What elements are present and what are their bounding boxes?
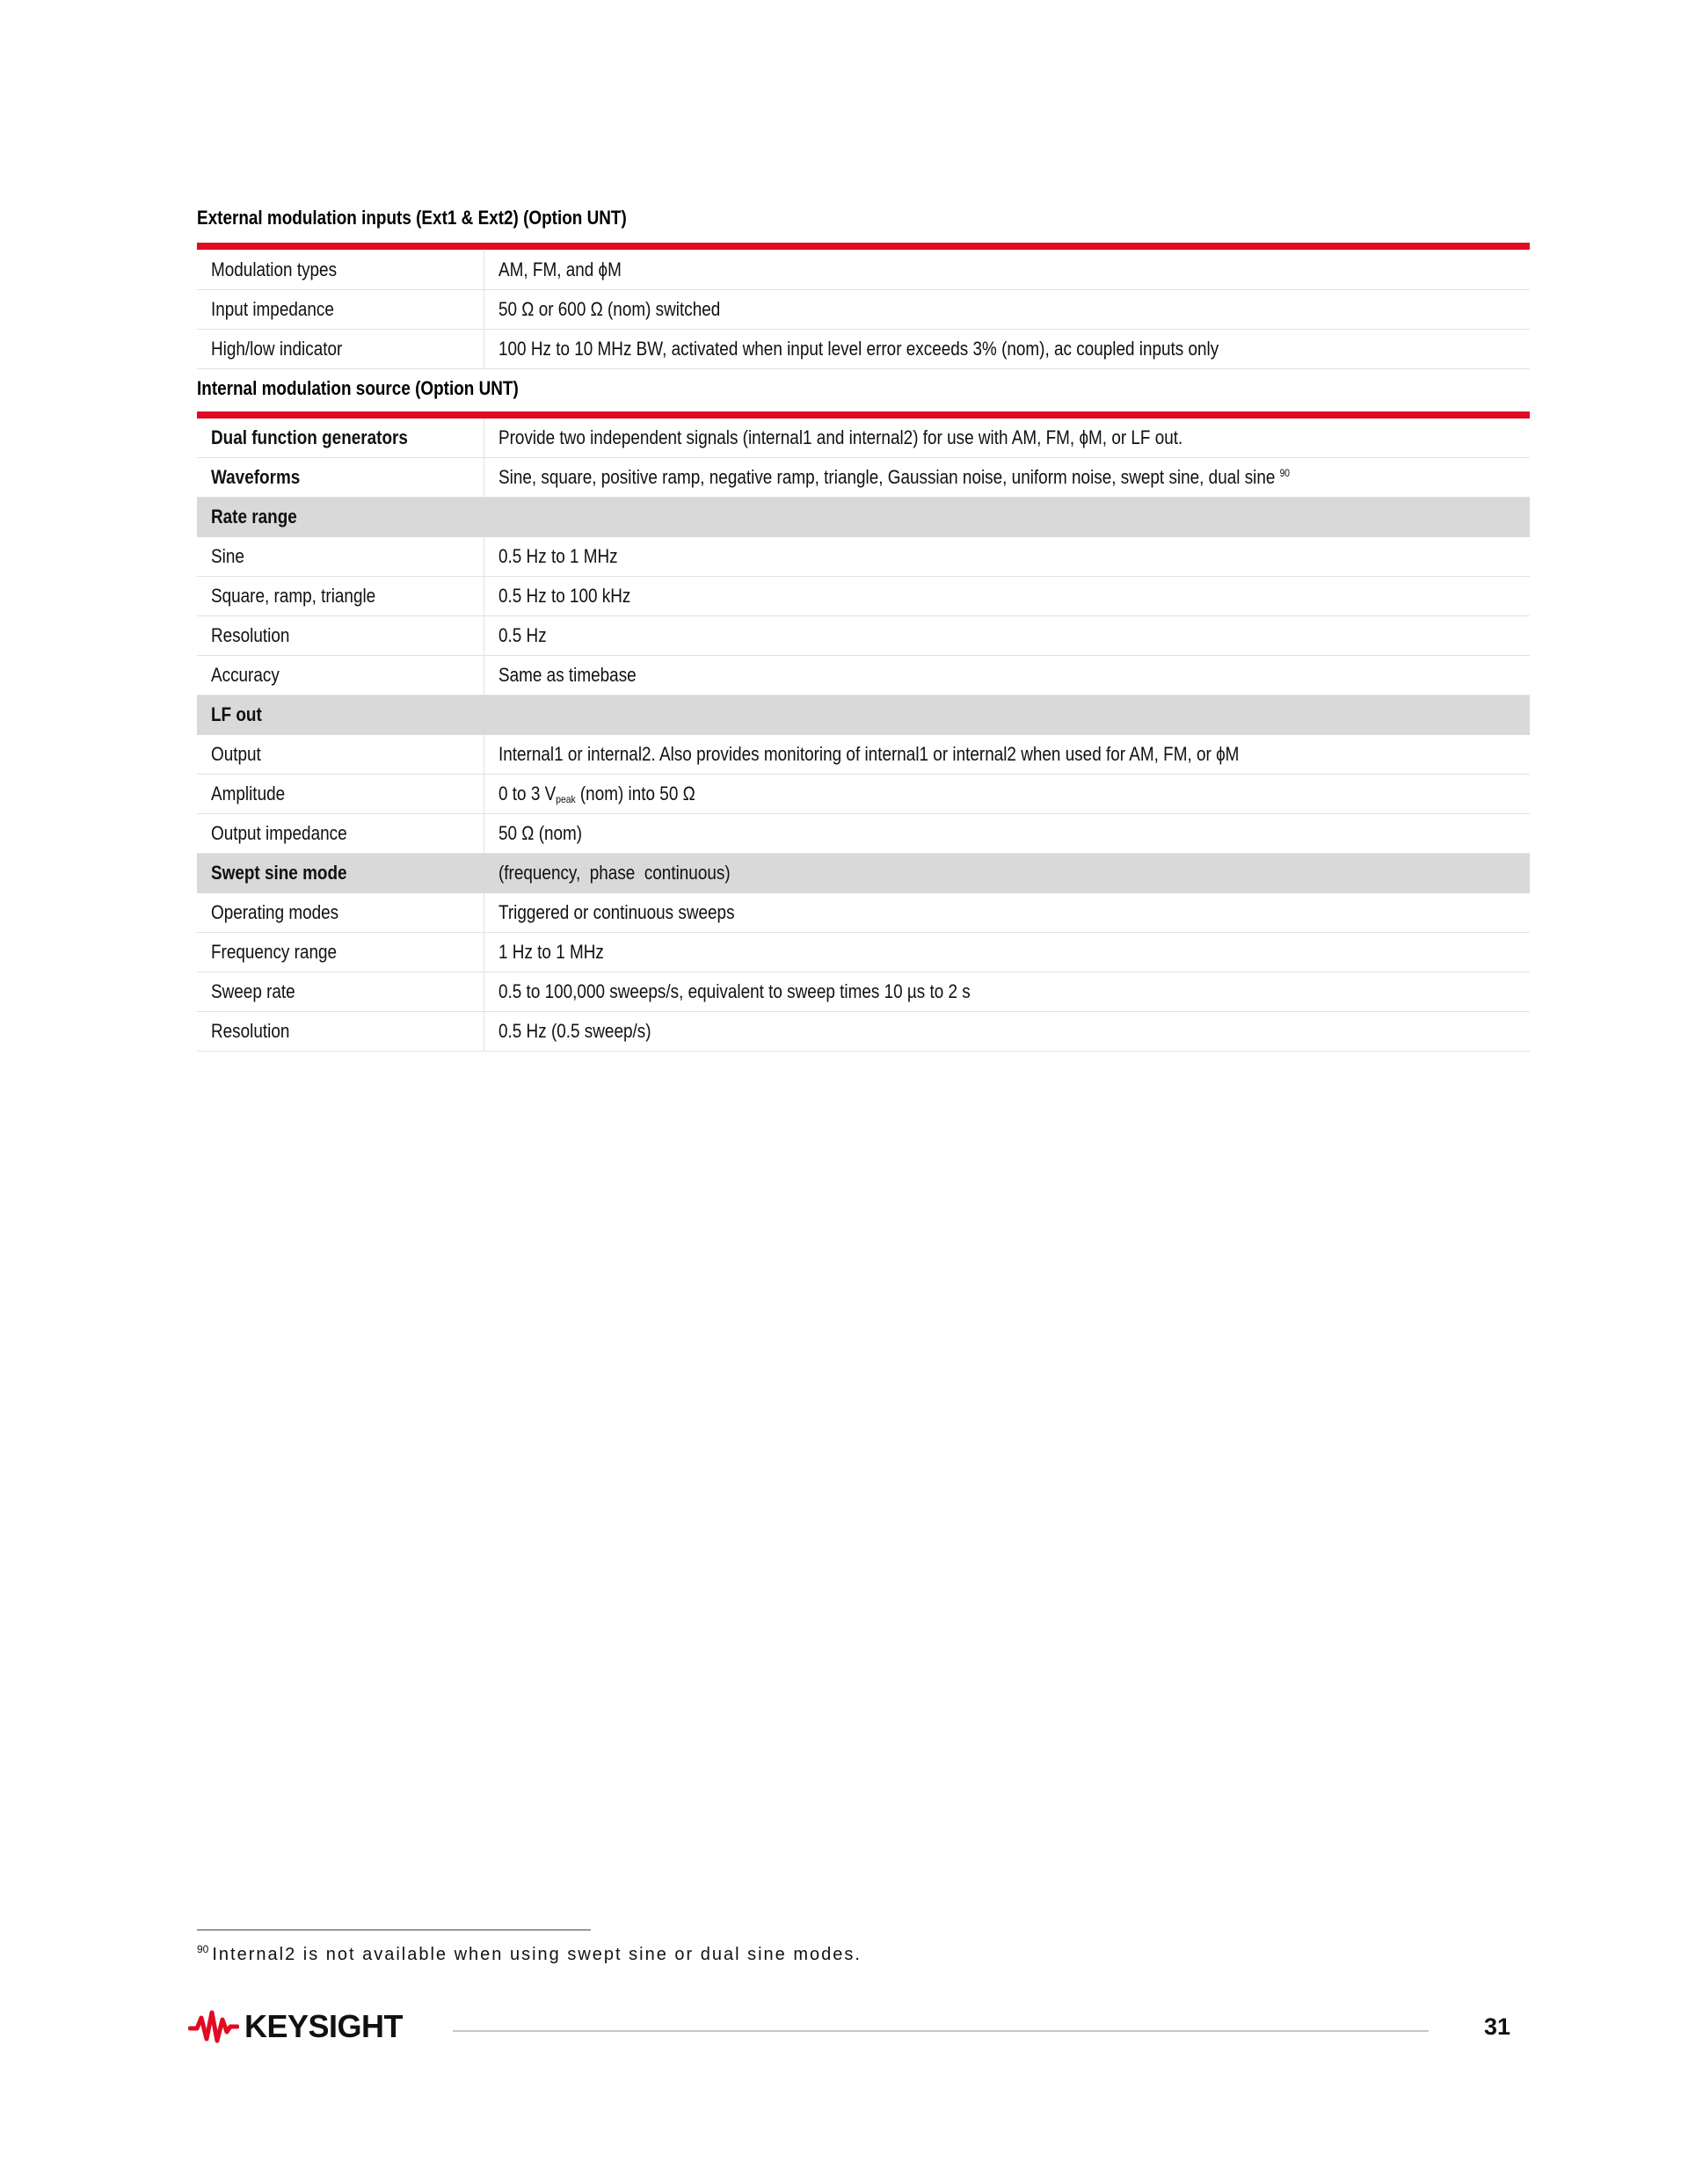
row-label: Modulation types xyxy=(211,258,338,280)
row-label: Output impedance xyxy=(211,822,347,844)
table-row xyxy=(197,290,1530,330)
table-row xyxy=(197,577,1530,616)
row-value: (frequency, phase continuous) xyxy=(498,862,731,884)
row-value: 50 Ω (nom) xyxy=(498,822,583,844)
row-value: 100 Hz to 10 MHz BW, activated when input level error exceeds 3% (nom), ac coupled inputs only xyxy=(498,338,1219,360)
row-label: Resolution xyxy=(211,1020,290,1042)
page-number: 31 xyxy=(1483,2013,1510,2040)
table-subheader-row xyxy=(197,695,1530,735)
footnote xyxy=(197,1943,862,1965)
keysight-wave-icon xyxy=(188,2009,239,2044)
table-row xyxy=(197,893,1530,933)
row-label: Swept sine mode xyxy=(211,862,347,884)
row-label: Rate range xyxy=(211,506,297,528)
table-row xyxy=(197,933,1530,972)
footnote-reference: 90 xyxy=(1279,467,1291,479)
brand-name: KEYSIGHT xyxy=(244,2008,404,2044)
table-row xyxy=(197,251,1530,290)
row-value: 0.5 Hz xyxy=(498,624,547,646)
row-value: 0.5 to 100,000 sweeps/s, equivalent to sweep times 10 µs to 2 s xyxy=(498,980,971,1002)
spec-table-internal xyxy=(197,419,1530,1052)
table-row xyxy=(197,1012,1530,1052)
row-value: Triggered or continuous sweeps xyxy=(498,901,735,923)
row-label: Accuracy xyxy=(211,664,280,686)
value-prefix: 0 to 3 V xyxy=(498,783,557,804)
row-value-with-footnote xyxy=(498,466,1290,489)
footnote-number: 90 xyxy=(197,1943,209,1955)
table-row xyxy=(197,419,1530,458)
row-label: Frequency range xyxy=(211,941,338,963)
row-value: AM, FM, and ϕM xyxy=(498,258,622,280)
row-value: 1 Hz to 1 MHz xyxy=(498,941,604,963)
row-value-amplitude xyxy=(498,783,695,805)
table-row xyxy=(197,775,1530,814)
row-label: High/low indicator xyxy=(211,338,343,360)
keysight-logo xyxy=(188,2005,403,2049)
footer-divider xyxy=(453,2030,1429,2032)
value-subscript: peak xyxy=(556,793,576,805)
row-value: Internal1 or internal2. Also provides monitoring of internal1 or internal2 when used for AM, FM, or ϕM xyxy=(498,743,1240,765)
value-suffix: (nom) into 50 Ω xyxy=(575,783,695,804)
table-row xyxy=(197,735,1530,775)
row-value: 0.5 Hz to 100 kHz xyxy=(498,585,631,607)
row-label: LF out xyxy=(211,703,262,725)
row-value: 0.5 Hz (0.5 sweep/s) xyxy=(498,1020,651,1042)
table-row xyxy=(197,616,1530,656)
row-label: Sine xyxy=(211,545,244,567)
section-title-external-modulation: External modulation inputs (Ext1 & Ext2) (Option UNT) xyxy=(197,207,627,229)
table-row xyxy=(197,972,1530,1012)
row-label: Input impedance xyxy=(211,298,334,320)
row-value: Sine, square, positive ramp, negative ramp, triangle, Gaussian noise, uniform noise, swept sine, dual sine xyxy=(498,466,1276,488)
section-title-internal-modulation: Internal modulation source (Option UNT) xyxy=(197,377,519,399)
row-value: 50 Ω or 600 Ω (nom) switched xyxy=(498,298,721,320)
footnote-divider xyxy=(197,1929,591,1931)
row-label: Resolution xyxy=(211,624,290,646)
table-row xyxy=(197,537,1530,577)
section-divider-red xyxy=(197,243,1530,250)
section-divider-red xyxy=(197,411,1530,419)
row-value: Provide two independent signals (internal1 and internal2) for use with AM, FM, ϕM, or LF out. xyxy=(498,426,1183,448)
row-label: Dual function generators xyxy=(211,426,408,448)
row-label: Amplitude xyxy=(211,783,286,804)
table-row xyxy=(197,330,1530,369)
spec-table-external xyxy=(197,251,1530,369)
row-label: Operating modes xyxy=(211,901,339,923)
row-label: Output xyxy=(211,743,261,765)
table-row xyxy=(197,458,1530,498)
row-label: Square, ramp, triangle xyxy=(211,585,376,607)
table-row xyxy=(197,656,1530,695)
footnote-text: Internal2 is not available when using swept sine or dual sine modes. xyxy=(212,1945,862,1964)
table-subheader-row xyxy=(197,498,1530,537)
table-row xyxy=(197,814,1530,854)
table-subheader-row xyxy=(197,854,1530,893)
row-value: Same as timebase xyxy=(498,664,637,686)
row-label: Waveforms xyxy=(211,466,301,488)
row-label: Sweep rate xyxy=(211,980,295,1002)
row-value: 0.5 Hz to 1 MHz xyxy=(498,545,618,567)
